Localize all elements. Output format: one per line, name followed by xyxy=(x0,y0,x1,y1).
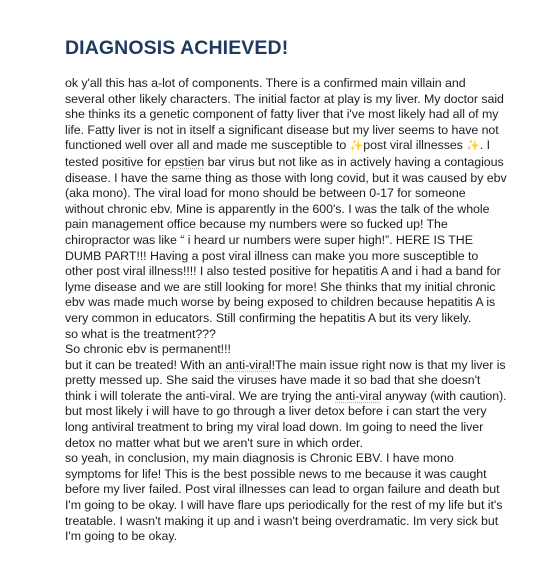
body-text: so yeah, in conclusion, my main diagnosis is Chronic EBV. I have mono xyxy=(65,451,454,466)
body-line xyxy=(65,170,507,187)
body-text: treatable. I wasn't making it up and i wasn't being overdramatic. Im very sick but xyxy=(65,513,499,528)
spellcheck-word: anti-viral xyxy=(335,388,382,403)
body-text: lyme disease and we are still looking for more! She thinks that my initial chronic xyxy=(65,279,496,294)
body-text: post viral illnesses xyxy=(363,138,467,153)
body-line xyxy=(65,249,500,265)
body-text: bar virus but not like as in actively having a contagious xyxy=(204,154,504,169)
body-text: So chronic ebv is permanent!!! xyxy=(65,342,231,357)
body-text: other post viral illness!!!! I also tested positive for hepatitis A and i had a band for xyxy=(65,264,501,279)
body-text: so what is the treatment??? xyxy=(65,326,216,341)
body-text: I'm going to be okay. I will have flare ups periodically for the rest of my life but it's xyxy=(65,498,503,513)
body-line xyxy=(65,436,500,452)
body-text: . I xyxy=(479,138,491,153)
body-text: disease. I have the same thing as those with long covid, but it was caused by ebv xyxy=(65,170,507,185)
body-text: but it can be treated! With an xyxy=(65,357,226,372)
body-line xyxy=(65,420,500,436)
body-line xyxy=(65,217,500,233)
spellcheck-word: anti-viral xyxy=(225,357,272,372)
body-line xyxy=(65,280,500,296)
body-text: long antiviral treatment to bring my viral load down. Im going to need the liver xyxy=(65,420,484,435)
body-line xyxy=(65,342,500,358)
body-line xyxy=(65,233,500,249)
body-line xyxy=(65,123,500,139)
body-line xyxy=(65,482,500,498)
body-line xyxy=(65,154,504,171)
body-text: ebv was made much worse by being exposed to children because hepatitis A is xyxy=(65,295,496,310)
body-line xyxy=(65,138,500,155)
body-text: without chronic ebv. Mine is apparently in the 600's. I was the talk of the whole xyxy=(65,201,490,216)
body-text: life. Fatty liver is not in itself a significant disease but my liver seems to have not xyxy=(65,122,499,137)
body-text: pretty messed up. She said the viruses have made it so bad that she doesn't xyxy=(65,373,481,388)
body-line xyxy=(65,264,500,280)
note xyxy=(65,36,507,545)
body-line xyxy=(65,514,500,530)
body-line xyxy=(65,451,500,467)
body-text: functioned well over all and made me susceptible to xyxy=(65,138,350,153)
body-text: but most likely i will have to go through a liver detox before i can start the very xyxy=(65,404,487,419)
body-line xyxy=(65,467,500,483)
body-text: tested positive for xyxy=(65,154,165,169)
body-line xyxy=(65,388,507,405)
sparkle-icon: ✨ xyxy=(466,140,480,153)
note-body xyxy=(65,76,507,545)
body-text: symptoms for life! This is the best possible news to me because it was caught xyxy=(65,466,487,481)
body-text: (aka mono). The viral load for mono should be between 0-17 for someone xyxy=(65,186,466,201)
body-text: !The main issue right now is that my liver is xyxy=(271,357,506,372)
body-text: several other likely characters. The initial factor at play is my liver. My doctor said xyxy=(65,91,504,106)
body-line xyxy=(65,311,500,327)
spellcheck-word: epstien xyxy=(164,154,205,169)
body-line xyxy=(65,327,500,343)
body-text: I'm going to be okay. xyxy=(65,529,177,544)
body-text: very common in educators. Still confirming the hepatitis A but its very likely. xyxy=(65,310,472,325)
body-text: DUMB PART!!! Having a post viral illness can make you more susceptible to xyxy=(65,248,479,263)
note-title: DIAGNOSIS ACHIEVED! xyxy=(65,37,289,59)
body-text: think i will tolerate the anti-viral. We are trying the xyxy=(65,388,336,403)
body-line xyxy=(65,107,500,123)
body-text: she thinks its a genetic component of fatty liver that i've most likely had all of my xyxy=(65,107,499,122)
body-line xyxy=(65,498,503,514)
body-text: before my liver failed. Post viral illnesses can lead to organ failure and death but xyxy=(65,482,500,497)
body-line xyxy=(65,76,500,92)
body-line xyxy=(65,202,500,218)
body-text: detox no matter what but we aren't sure in which order. xyxy=(65,435,363,450)
body-text: anyway (with caution). xyxy=(381,388,507,403)
body-line xyxy=(65,91,504,108)
body-line xyxy=(65,404,500,420)
body-line xyxy=(65,529,500,545)
body-text: ok y'all this has a-lot of components. There is a confirmed main villain and xyxy=(65,76,466,90)
body-line xyxy=(65,357,506,374)
body-line xyxy=(65,186,500,202)
body-line xyxy=(65,295,500,311)
body-line xyxy=(65,373,500,389)
body-text: pain management office because my numbers were so fucked up! The xyxy=(65,217,448,232)
sparkle-icon: ✨ xyxy=(349,140,364,153)
body-text: chiropractor was like “ i heard ur numbers were super high!”. HERE IS THE xyxy=(65,232,473,247)
